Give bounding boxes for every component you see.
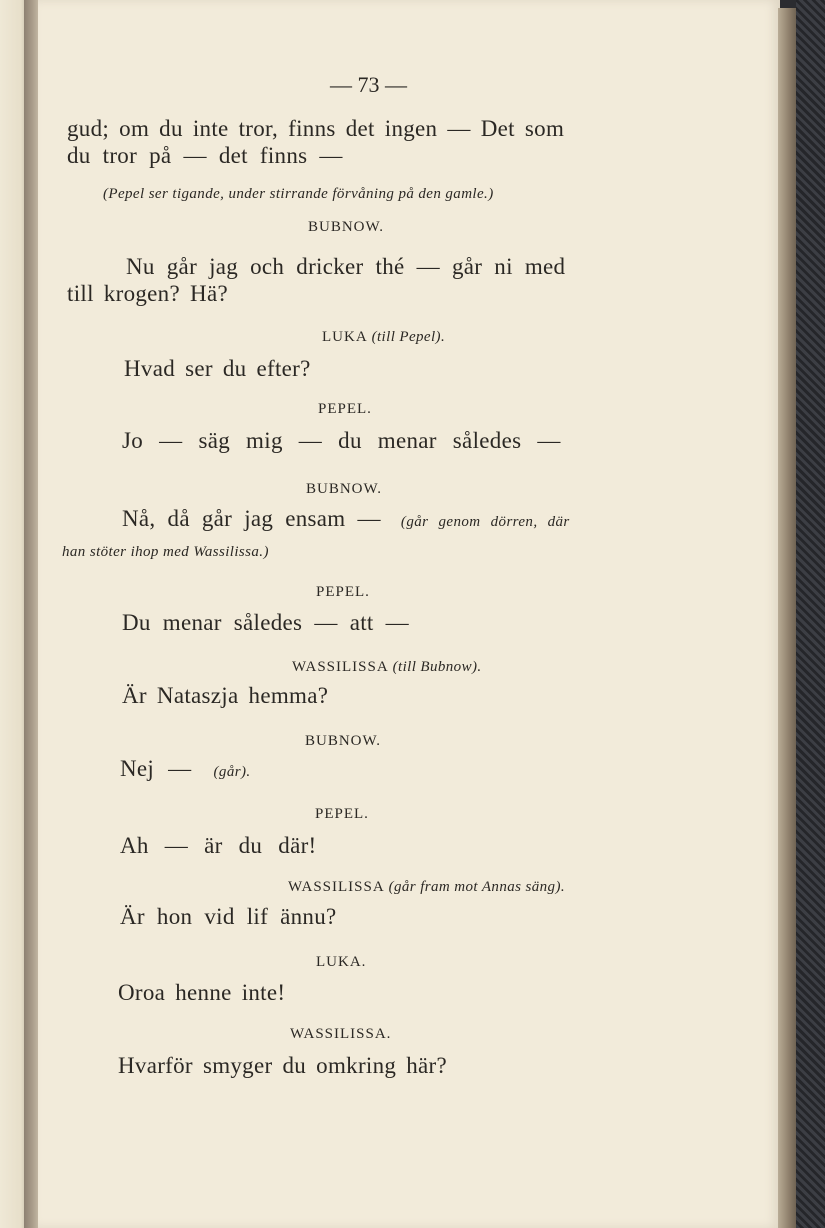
text-line: Hvad ser du efter? [124, 356, 311, 381]
text-line: till krogen? Hä? [67, 281, 228, 306]
text-line: Du menar således — att — [122, 610, 409, 635]
text-line: gud; om du inte tror, finns det ingen — Det som [67, 116, 565, 141]
speaker-label: WASSILISSA [292, 659, 388, 675]
speaker-name: PEPEL. [318, 401, 372, 417]
speaker-label: WASSILISSA [288, 879, 384, 895]
speaker-label: LUKA [322, 329, 367, 345]
stage-direction: (går fram mot Annas säng). [388, 879, 565, 895]
text-line: Jo — säg mig — du menar således — [122, 428, 561, 453]
speaker-name [322, 329, 445, 346]
speaker-name: PEPEL. [315, 806, 369, 822]
stage-direction: han stöter ihop med Wassilissa.) [62, 544, 269, 560]
stage-direction: (går genom dörren, där [400, 514, 570, 530]
text-line [122, 506, 570, 532]
dialogue-text: Nå, då går jag ensam — [122, 506, 381, 531]
speaker-name: LUKA. [316, 954, 367, 970]
stage-direction: (till Pepel). [371, 329, 446, 345]
speaker-name: BUBNOW. [308, 219, 385, 235]
dialogue-text: Nej — [120, 756, 192, 781]
text-line: Ah — är du där! [120, 833, 317, 858]
text-line: du tror på — det finns — [67, 143, 343, 168]
speaker-name [288, 879, 565, 896]
speaker-name: BUBNOW. [305, 733, 382, 749]
text-line: Hvarför smyger du omkring här? [118, 1053, 448, 1078]
speaker-name [292, 659, 482, 676]
speaker-name: BUBNOW. [306, 481, 383, 497]
speaker-name: PEPEL. [316, 584, 370, 600]
stage-direction: (Pepel ser tigande, under stirrande förvåning på den gamle.) [103, 186, 494, 202]
stage-direction: (till Bubnow). [392, 659, 482, 675]
stage-direction: (går). [213, 764, 251, 780]
text-line [120, 756, 251, 782]
text-line: Oroa henne inte! [118, 980, 286, 1005]
speaker-name: WASSILISSA. [290, 1026, 392, 1042]
text-line: Nu går jag och dricker thé — går ni med [126, 254, 566, 279]
text-line: Är hon vid lif ännu? [120, 904, 337, 929]
text-line: Är Nataszja hemma? [122, 683, 329, 708]
page-number: — 73 — [330, 72, 407, 97]
